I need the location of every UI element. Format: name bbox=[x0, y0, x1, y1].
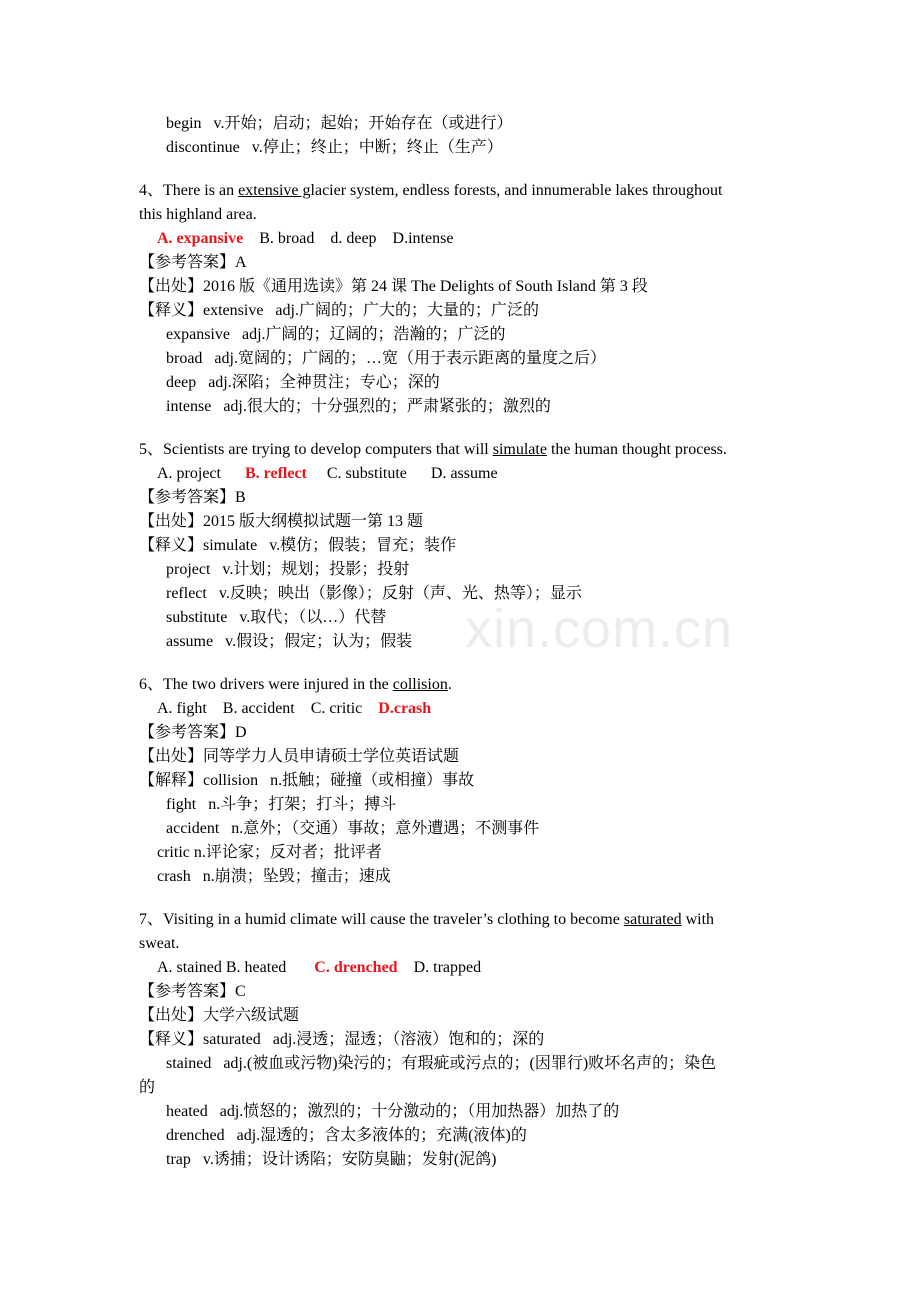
def-discontinue: discontinue v.停止；终止；中断；终止（生产） bbox=[166, 139, 503, 156]
answer-5: 【参考答案】B bbox=[139, 489, 246, 506]
def-line: project v.计划；规划；投影；投射 bbox=[166, 561, 410, 578]
def-line-wrap: 的 bbox=[139, 1079, 156, 1096]
source-4: 【出处】2016 版《通用选读》第 24 课 The Delights of South Island 第 3 段 bbox=[139, 278, 648, 295]
gloss-7: 【释义】saturated adj.浸透；湿透；（溶液）饱和的；深的 bbox=[139, 1031, 545, 1048]
question-5-options: A. project B. reflect C. substitute D. assume bbox=[157, 465, 498, 482]
correct-option: C. drenched bbox=[314, 959, 398, 976]
def-line: assume v.假设；假定；认为；假装 bbox=[166, 633, 413, 650]
def-line: substitute v.取代；（以…）代替 bbox=[166, 609, 387, 626]
correct-option: D.crash bbox=[378, 700, 432, 717]
def-line: drenched adj.湿透的；含太多液体的；充满(液体)的 bbox=[166, 1127, 527, 1144]
question-6: 6、The two drivers were injured in the collision. bbox=[139, 676, 452, 693]
def-line: fight n.斗争；打架；打斗；搏斗 bbox=[166, 796, 397, 813]
gloss-4: 【释义】extensive adj.广阔的；广大的；大量的；广泛的 bbox=[139, 302, 539, 319]
def-line: heated adj.愤怒的；激烈的；十分激动的；（用加热器）加热了的 bbox=[166, 1103, 620, 1120]
keyword-simulate: simulate bbox=[492, 441, 547, 458]
def-line: deep adj.深陷；全神贯注；专心；深的 bbox=[166, 374, 440, 391]
def-line: crash n.崩溃；坠毁；撞击；速成 bbox=[157, 868, 391, 885]
question-7-cont: sweat. bbox=[139, 935, 180, 952]
watermark: xin.com.cn bbox=[465, 599, 734, 659]
keyword-saturated: saturated bbox=[623, 911, 682, 928]
gloss-5: 【释义】simulate v.模仿；假装；冒充；装作 bbox=[139, 537, 457, 554]
answer-6: 【参考答案】D bbox=[139, 724, 247, 741]
keyword-collision: collision bbox=[392, 676, 448, 693]
def-line: expansive adj.广阔的；辽阔的；浩瀚的；广泛的 bbox=[166, 326, 506, 343]
question-4-options: A. expansive B. broad d. deep D.intense bbox=[157, 230, 454, 247]
keyword-extensive: extensive g bbox=[238, 182, 311, 199]
gloss-6: 【解释】collision n.抵触；碰撞（或相撞）事故 bbox=[139, 772, 475, 789]
def-line: broad adj.宽阔的；广阔的；…宽（用于表示距离的量度之后） bbox=[166, 350, 606, 367]
def-line: critic n.评论家；反对者；批评者 bbox=[157, 844, 382, 861]
question-6-options: A. fight B. accident C. critic D.crash bbox=[157, 700, 432, 717]
def-line: intense adj.很大的；十分强烈的；严肃紧张的；激烈的 bbox=[166, 398, 551, 415]
def-line: accident n.意外；（交通）事故；意外遭遇；不测事件 bbox=[166, 820, 540, 837]
def-line: stained adj.(被血或污物)染污的；有瑕疵或污点的；(因罪行)败坏名声的；染色 bbox=[166, 1055, 717, 1072]
answer-7: 【参考答案】C bbox=[139, 983, 246, 1000]
question-4: 4、There is an extensive glacier system, endless forests, and innumerable lakes throughout bbox=[139, 182, 723, 199]
source-5: 【出处】2015 版大纲模拟试题一第 13 题 bbox=[139, 513, 424, 530]
question-5: 5、Scientists are trying to develop computers that will simulate the human thought process. bbox=[139, 441, 727, 458]
correct-option: B. reflect bbox=[244, 465, 307, 482]
def-begin: begin v.开始；启动；起始；开始存在（或进行） bbox=[166, 115, 513, 132]
source-6: 【出处】同等学力人员申请硕士学位英语试题 bbox=[139, 748, 460, 765]
answer-4: 【参考答案】A bbox=[139, 254, 247, 271]
source-7: 【出处】大学六级试题 bbox=[139, 1007, 300, 1024]
question-7: 7、Visiting in a humid climate will cause the traveler’s clothing to become saturated with bbox=[139, 911, 715, 928]
def-line: reflect v.反映；映出（影像）；反射（声、光、热等）；显示 bbox=[166, 585, 582, 602]
question-7-options: A. stained B. heated C. drenched D. trapped bbox=[157, 959, 482, 976]
correct-option: A. expansive bbox=[157, 230, 244, 247]
question-4-cont: this highland area. bbox=[139, 206, 257, 223]
def-line: trap v.诱捕；设计诱陷；安防臭鼬；发射(泥鸽) bbox=[166, 1151, 497, 1168]
